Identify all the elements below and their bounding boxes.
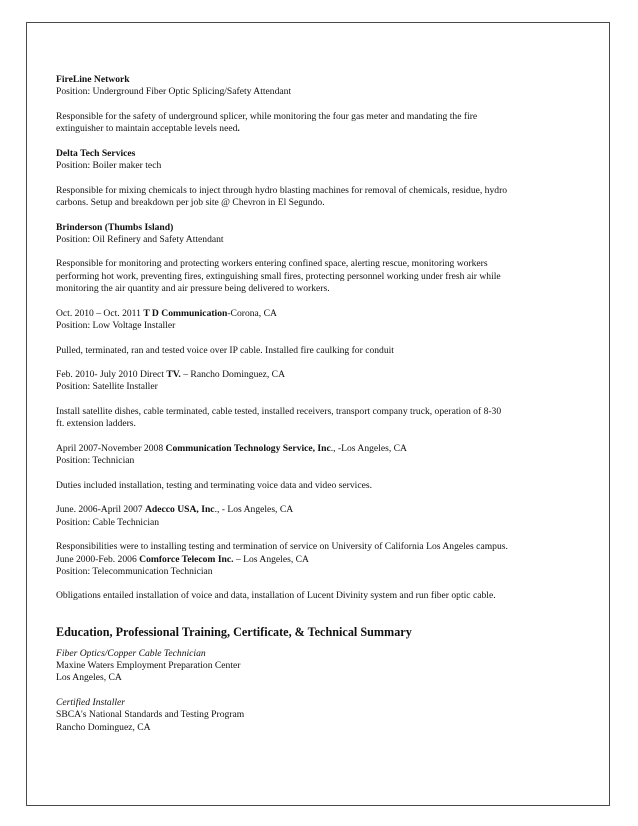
job-position: Position: Satellite Installer	[56, 381, 158, 393]
education-city: Los Angeles, CA	[56, 672, 122, 684]
job-description	[56, 480, 576, 492]
job-position: Position: Cable Technician	[56, 516, 160, 528]
education-program: Fiber Optics/Copper Cable Technician	[56, 647, 206, 659]
education-entry	[56, 697, 576, 734]
description-line: Pulled, terminated, ran and tested voice over IP cable. Installed fire caulking for conduit	[56, 344, 394, 356]
job-header: April 2007-November 2008 Communication Technology Service, Inc., -Los Angeles, CA	[56, 442, 407, 454]
description-line: monitoring the air quantity and air pressure being delivered to workers.	[56, 283, 330, 295]
education-school: SBCA's National Standards and Testing Program	[56, 709, 245, 721]
description-line: Install satellite dishes, cable terminated, cable tested, installed receivers, transport company truck, operation of 8-30	[56, 406, 502, 418]
job-description	[56, 185, 576, 210]
job-fireline	[56, 74, 576, 99]
job-comforce	[56, 541, 576, 578]
description-line: performing hot work, preventing fires, extinguishing small fires, protecting personnel working under fresh air while	[56, 270, 501, 282]
company-name: FireLine Network	[56, 74, 130, 85]
job-position: Position: Low Voltage Installer	[56, 319, 176, 331]
job-position: Position: Telecommunication Technician	[56, 565, 213, 577]
job-description	[56, 406, 576, 431]
job-description	[56, 258, 576, 295]
education-section-title: Education, Professional Training, Certificate, & Technical Summary	[56, 624, 412, 639]
job-delta	[56, 148, 576, 173]
education-school: Maxine Waters Employment Preparation Center	[56, 660, 241, 672]
description-line: extinguisher to maintain acceptable levels need.	[56, 123, 240, 135]
job-header: June 2000-Feb. 2006 Comforce Telecom Inc. – Los Angeles, CA	[56, 553, 309, 565]
job-position: Position: Oil Refinery and Safety Attendant	[56, 233, 224, 245]
job-directtv	[56, 369, 576, 394]
description-line: Obligations entailed installation of voice and data, installation of Lucent Divinity system and run fiber optic cable.	[56, 590, 496, 602]
job-header: Oct. 2010 – Oct. 2011 T D Communication-Corona, CA	[56, 307, 277, 319]
company-name: Delta Tech Services	[56, 147, 136, 159]
description-line: Responsible for mixing chemicals to inject through hydro blasting machines for removal of chemicals, residue, hydro	[56, 184, 508, 196]
job-cts	[56, 443, 576, 468]
job-header: Feb. 2010- July 2010 Direct TV. – Rancho Dominguez, CA	[56, 369, 286, 381]
job-position: Position: Technician	[56, 455, 135, 467]
job-brinderson	[56, 222, 576, 247]
description-line: ft. extension ladders.	[56, 418, 136, 430]
education-program: Certified Installer	[56, 696, 126, 708]
job-position: Position: Underground Fiber Optic Splicing/Safety Attendant	[56, 86, 292, 98]
description-line: Responsible for the safety of underground splicer, while monitoring the four gas meter and mandating the fire	[56, 110, 478, 122]
job-description	[56, 111, 576, 136]
education-city: Rancho Dominguez, CA	[56, 721, 151, 733]
description-line: Duties included installation, testing and terminating voice data and video services.	[56, 479, 372, 491]
description-line: Responsible for monitoring and protecting workers entering confined space, alerting rescue, monitoring workers	[56, 258, 488, 270]
description-line: Responsibilities were to installing testing and termination of service on University of California Los Angeles campus.	[56, 541, 508, 553]
resume-content	[56, 74, 576, 746]
company-name: Brinderson (Thumbs Island)	[56, 221, 174, 233]
job-adecco	[56, 504, 576, 529]
job-position: Position: Boiler maker tech	[56, 160, 162, 172]
job-tdcomm	[56, 308, 576, 333]
job-header: June. 2006-April 2007 Adecco USA, Inc., - Los Angeles, CA	[56, 504, 294, 516]
job-description	[56, 345, 576, 357]
job-description	[56, 590, 576, 602]
description-line: carbons. Setup and breakdown per job site @ Chevron in El Segundo.	[56, 196, 325, 208]
education-entry	[56, 648, 576, 685]
